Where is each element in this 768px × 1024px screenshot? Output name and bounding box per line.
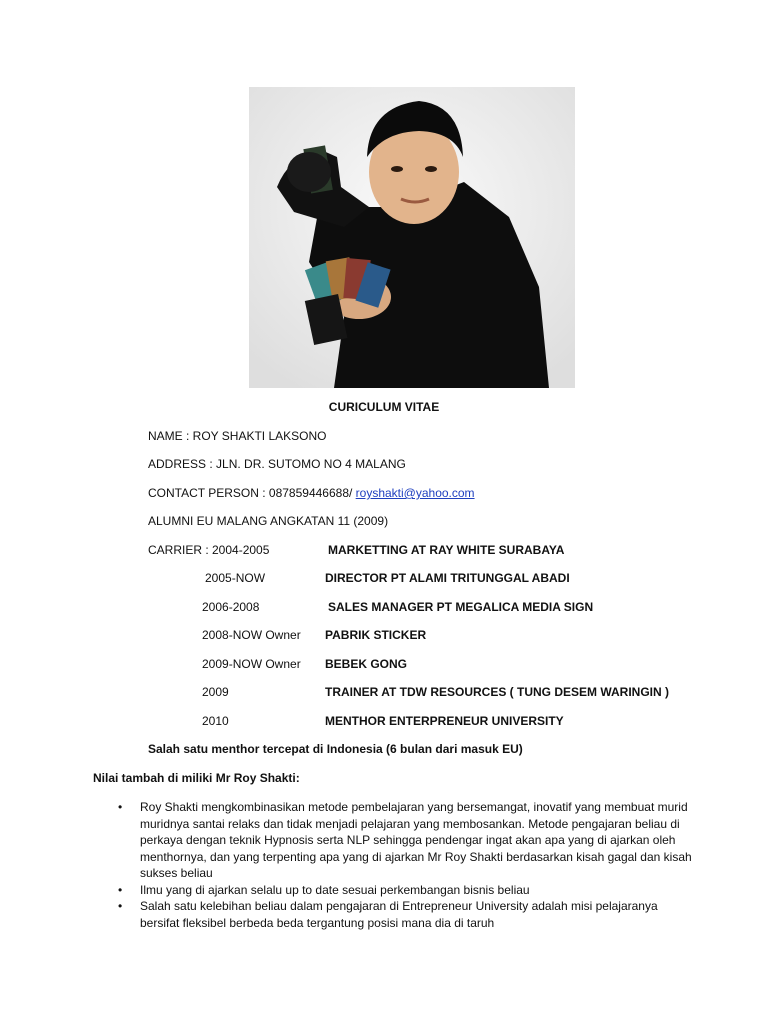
career-role: DIRECTOR PT ALAMI TRITUNGGAL ABADI xyxy=(325,571,570,585)
profile-photo xyxy=(249,87,575,388)
career-role: MENTHOR ENTERPRENEUR UNIVERSITY xyxy=(325,714,564,728)
bullet-text: Roy Shakti mengkombinasikan metode pembelajaran yang bersemangat, inovatif yang membuat murid muridnya santai relaks dan tidak menjadi pelajaran yang membosankan. Metode pengajaran beliau di perkaya dengan teknik Hypnosis serta NLP sehingga pendengar ingat akan apa yang di ajarkan oleh menthornya, dan yang terpenting apa yang di ajarkan Mr Roy Shakti berdasarkan kisah gagal dan kisah sukses beliau xyxy=(140,800,692,880)
bullet-dot-icon: • xyxy=(118,882,123,897)
value-bullet-list xyxy=(118,799,698,931)
bullet-dot-icon: • xyxy=(118,899,123,913)
career-period: 2008-NOW Owner xyxy=(202,628,301,642)
name-line: NAME : ROY SHAKTI LAKSONO xyxy=(148,429,327,443)
list-item xyxy=(118,882,698,899)
contact-label: CONTACT PERSON : 087859446688/ xyxy=(148,486,356,500)
career-period: 2009-NOW Owner xyxy=(202,657,301,671)
career-period: 2010 xyxy=(202,714,229,728)
address-line: ADDRESS : JLN. DR. SUTOMO NO 4 MALANG xyxy=(148,457,406,471)
value-heading: Nilai tambah di miliki Mr Roy Shakti: xyxy=(93,771,300,785)
career-role: BEBEK GONG xyxy=(325,657,408,671)
alumni-line: ALUMNI EU MALANG ANGKATAN 11 (2009) xyxy=(148,514,389,528)
career-role: MARKETTING AT RAY WHITE SURABAYA xyxy=(328,543,565,557)
profile-photo-illustration xyxy=(249,87,575,388)
list-item xyxy=(118,898,698,931)
career-role: SALES MANAGER PT MEGALICA MEDIA SIGN xyxy=(328,600,594,614)
contact-line xyxy=(148,486,475,500)
highlight-line: Salah satu menthor tercepat di Indonesia (6 bulan dari masuk EU) xyxy=(148,742,523,756)
career-period: 2009 xyxy=(202,685,229,699)
career-period: 2005-NOW xyxy=(205,571,266,585)
cv-title: CURICULUM VITAE xyxy=(328,400,440,414)
bullet-text: Salah satu kelebihan beliau dalam pengajaran di Entrepreneur University adalah misi pelajaranya bersifat fleksibel berbeda beda tergantung posisi mana dia di taruh xyxy=(140,899,658,930)
bullet-text: Ilmu yang di ajarkan selalu up to date sesuai perkembangan bisnis beliau xyxy=(140,882,530,897)
bullet-dot-icon: • xyxy=(118,800,123,814)
career-role: TRAINER AT TDW RESOURCES ( TUNG DESEM WARINGIN ) xyxy=(325,685,669,699)
career-period: 2006-2008 xyxy=(202,600,260,614)
career-label: CARRIER : 2004-2005 xyxy=(148,543,270,557)
email-link[interactable]: royshakti@yahoo.com xyxy=(355,486,475,500)
career-role: PABRIK STICKER xyxy=(325,628,427,642)
list-item xyxy=(118,799,698,882)
